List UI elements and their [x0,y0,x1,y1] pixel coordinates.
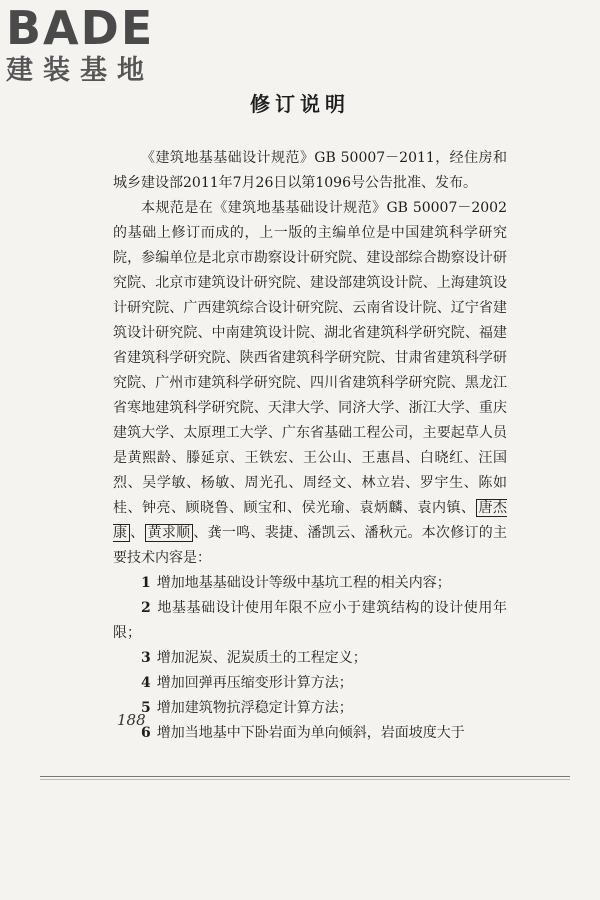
item-text: 增加回弹再压缩变形计算方法； [156,675,353,691]
list-item [113,671,507,696]
intro-paragraph: 《建筑地基基础设计规范》GB 50007－2011，经住房和城乡建设部2011年7月26日以第1096号公告批准、发布。 [113,150,507,191]
bottom-divider [40,776,570,777]
list-item [113,596,507,646]
item-number: 2 [141,600,151,616]
bottom-divider-shadow [40,779,570,780]
revision-paragraph [113,196,507,571]
item-number: 1 [141,575,151,591]
item-number: 5 [141,700,151,716]
boxed-name-1: 唐杰康 [113,500,507,541]
list-item [113,646,507,671]
revision-item-list [113,571,507,746]
item-number: 3 [141,650,151,666]
item-text: 增加当地基中下卧岩面为单向倾斜，岩面坡度大于 [156,725,465,741]
revision-text-before: 本规范是在《建筑地基基础设计规范》GB 50007－2002的基础上修订而成的，上一版的主编单位是中国建筑科学研究院，参编单位是北京市勘察设计研究院、建设部综合勘察设计研究院、北京市建筑设计研究院、建设部建筑设计院、上海建筑设计研究院、广西建筑综合设计研究院、云南省设计院、辽宁省建筑设计研究院、中南建筑设计院、湖北省建筑科学研究院、福建省建筑科学研究院、陕西省建筑科学研究院、甘肃省建筑科学研究院、广州市建筑科学研究院、四川省建筑科学研究院、黑龙江省寒地建筑科学研究院、天津大学、同济大学、浙江大学、重庆建筑大学、太原理工大学、广东省基础工程公司，主要起草人员是黄熙龄、滕延京、王铁宏、王公山、王惠昌、白晓红、汪国烈、吴学敏、杨敏、周光孔、周经文、林立岩、罗宇生、陈如桂、钟亮、顾晓鲁、顾宝和、侯光瑜、袁炳麟、袁内镇、 [113,200,507,516]
name-separator: 、 [130,525,145,541]
item-text: 增加泥炭、泥炭质土的工程定义； [156,650,367,666]
document-body [113,146,507,746]
item-number: 6 [141,725,151,741]
logo [6,1,178,88]
list-item [113,696,507,721]
item-text: 增加建筑物抗浮稳定计算方法； [156,700,353,716]
boxed-name-2: 黄求顺 [145,524,194,542]
item-text: 地基基础设计使用年限不应小于建筑结构的设计使用年限； [113,600,507,641]
page-number: 188 [117,711,146,729]
logo-brand: BADE [6,1,155,55]
page-title: 修订说明 [250,92,350,116]
revision-text-after: 、龚一鸣、裴捷、潘凯云、潘秋元。本次修订的主要技术内容是： [113,525,508,566]
list-item [113,721,507,746]
list-item [113,571,507,596]
item-number: 4 [141,675,151,691]
logo-tagline: 建装基地 [6,55,154,86]
item-text: 增加地基基础设计等级中基坑工程的相关内容； [156,575,451,591]
